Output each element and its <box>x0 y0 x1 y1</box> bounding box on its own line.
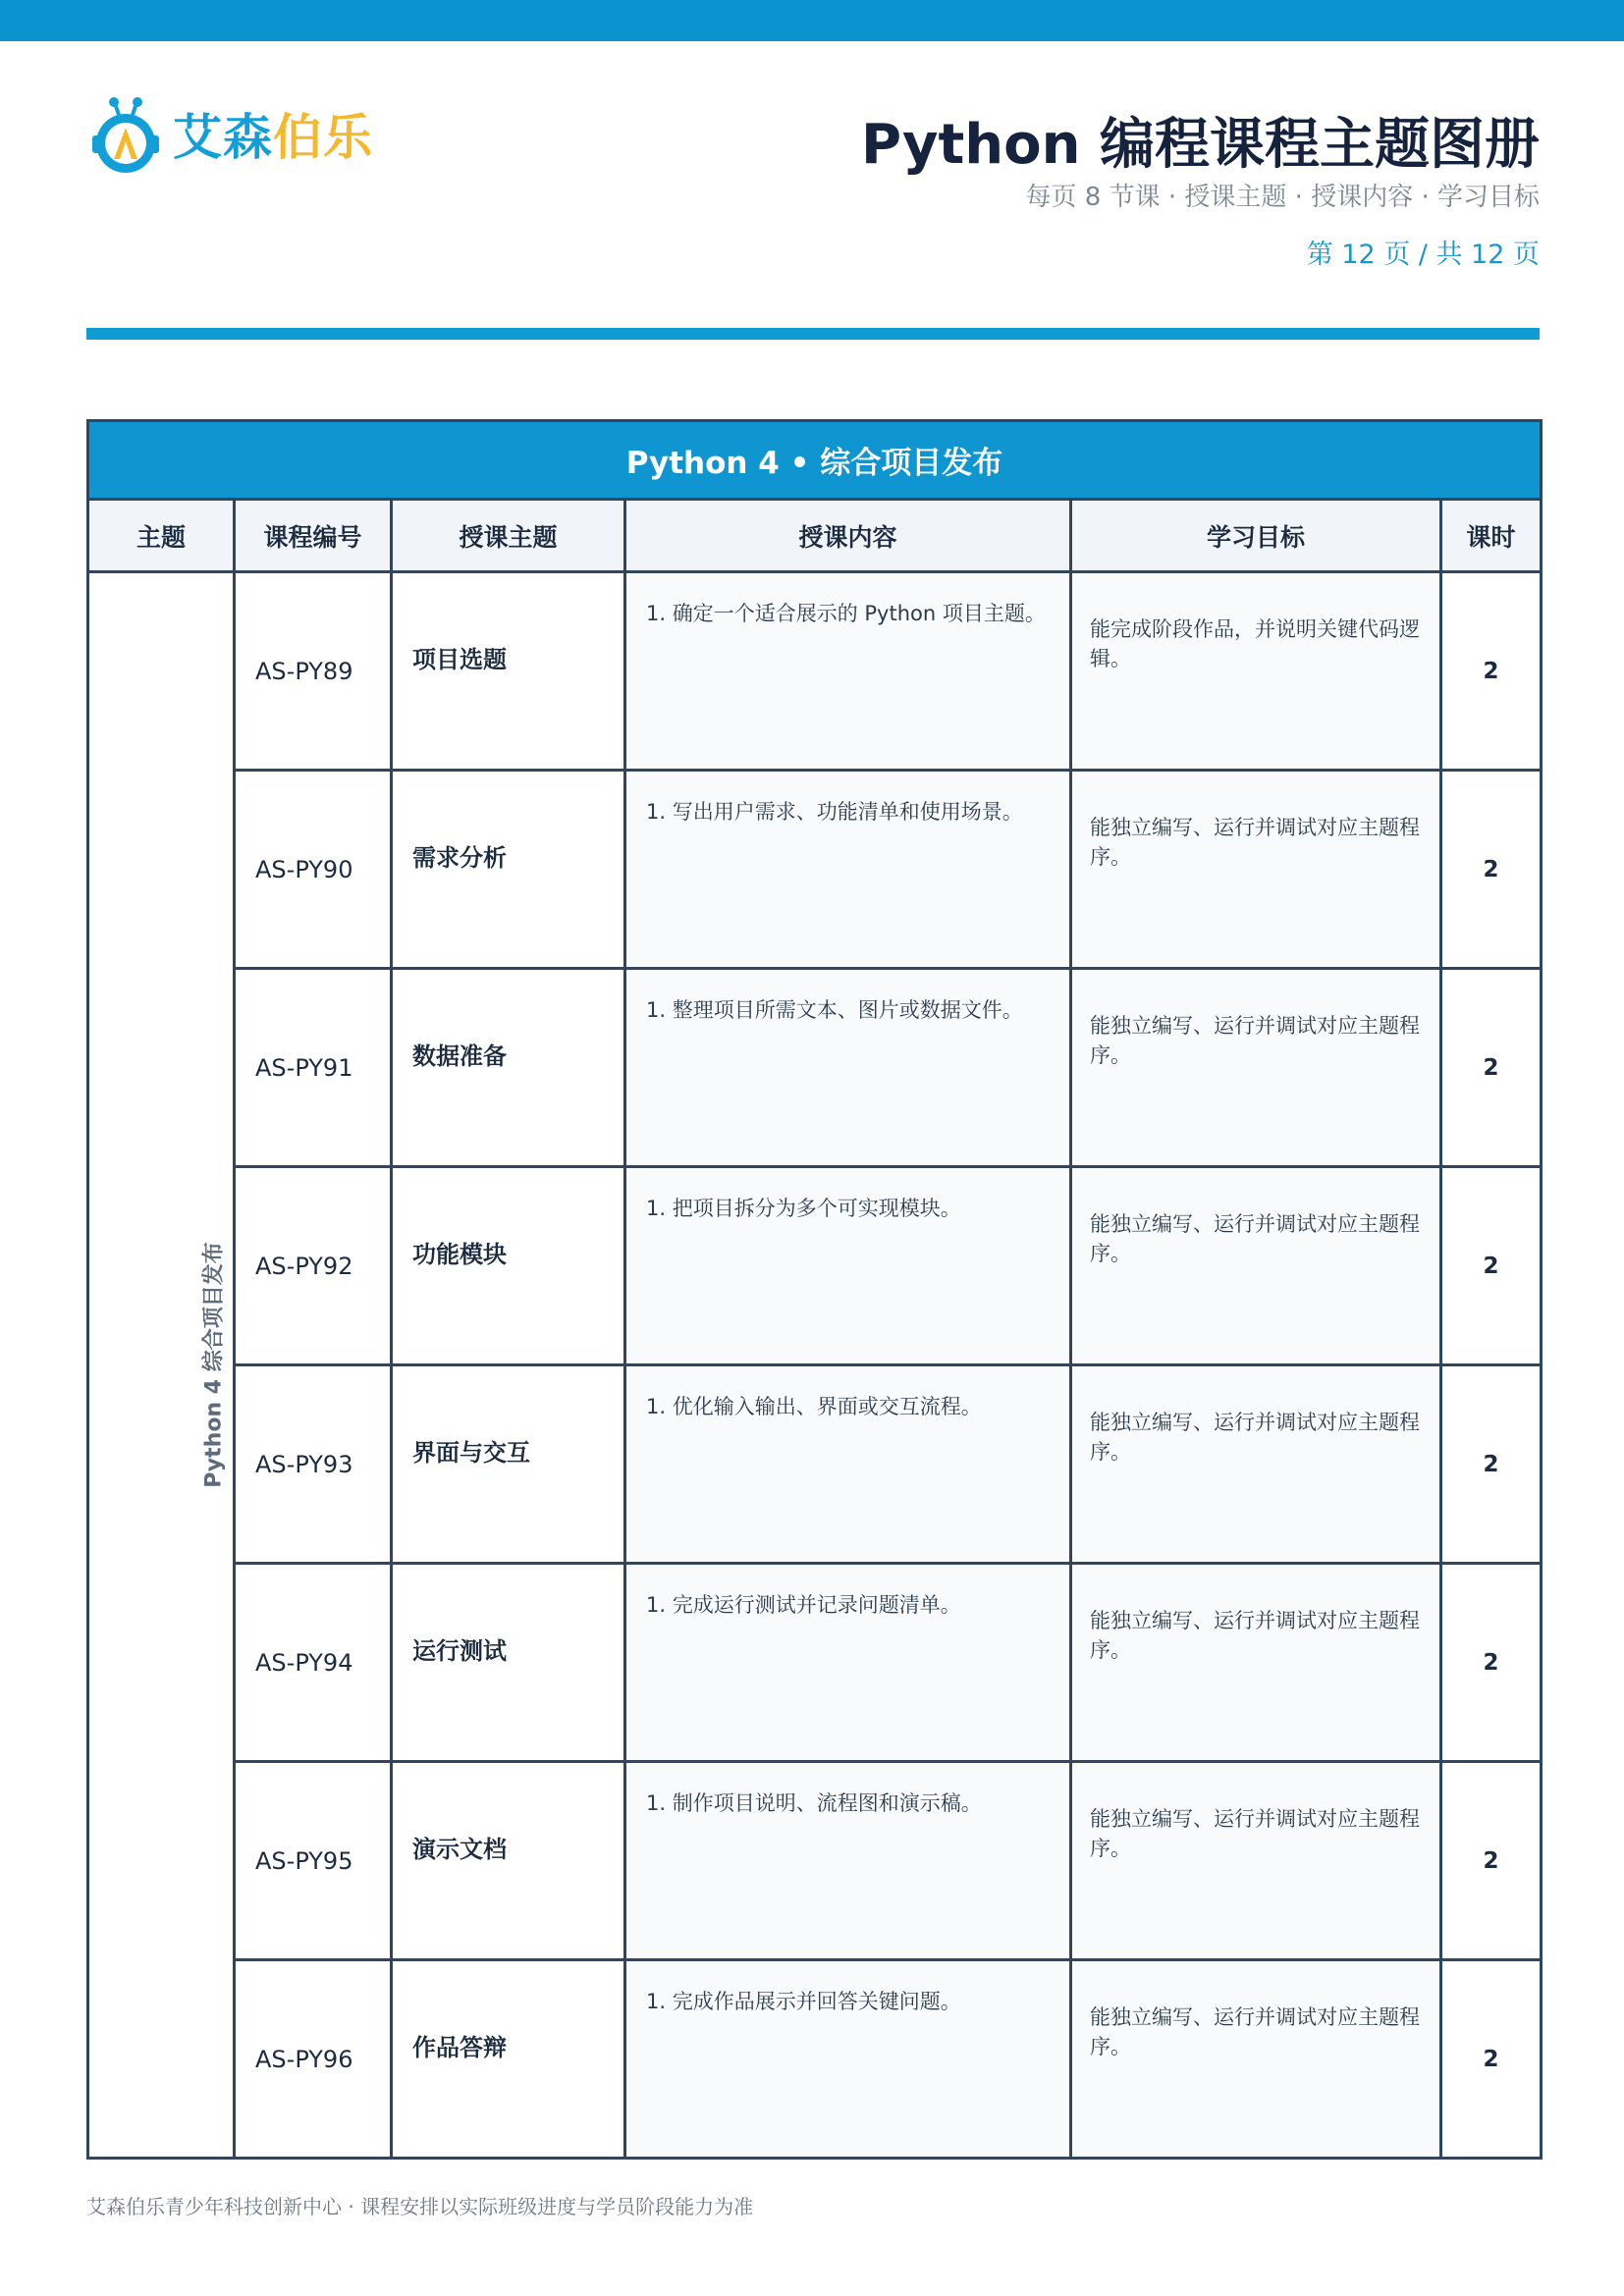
brand-logo <box>84 94 408 177</box>
learning-goal: 能独立编写、运行并调试对应主题程序。 <box>1071 1564 1441 1762</box>
course-hours: 2 <box>1441 1167 1542 1365</box>
header-divider <box>86 328 1540 340</box>
course-hours: 2 <box>1441 969 1542 1167</box>
course-code: AS-PY91 <box>235 969 392 1167</box>
column-header-theme: 主题 <box>88 500 235 572</box>
learning-goal: 能独立编写、运行并调试对应主题程序。 <box>1071 771 1441 969</box>
section-title: Python 4 • 综合项目发布 <box>88 421 1542 500</box>
course-topic-text: 项目选题 <box>412 646 507 673</box>
document-subtitle: 每页 8 节课 · 授课主题 · 授课内容 · 学习目标 <box>1025 183 1540 212</box>
footer-note: 艾森伯乐青少年科技创新中心 · 课程安排以实际班级进度与学员阶段能力为准 <box>86 2195 754 2218</box>
course-hours: 2 <box>1441 1564 1542 1762</box>
course-table-container <box>86 419 1540 2160</box>
column-header-content: 授课内容 <box>625 500 1071 572</box>
learning-goal: 能独立编写、运行并调试对应主题程序。 <box>1071 1167 1441 1365</box>
course-topic <box>392 1762 625 1960</box>
table-row <box>88 771 1542 969</box>
course-topic-text: 界面与交互 <box>412 1439 530 1467</box>
theme-label: Python 4 综合项目发布 <box>201 1242 227 1488</box>
table-row <box>88 1365 1542 1564</box>
course-content: 1. 完成运行测试并记录问题清单。 <box>625 1564 1071 1762</box>
course-hours: 2 <box>1441 572 1542 771</box>
course-topic-text: 运行测试 <box>412 1637 507 1665</box>
table-row <box>88 1960 1542 2159</box>
column-header-goal: 学习目标 <box>1071 500 1441 572</box>
course-content: 1. 完成作品展示并回答关键问题。 <box>625 1960 1071 2159</box>
course-code: AS-PY95 <box>235 1762 392 1960</box>
course-hours: 2 <box>1441 1762 1542 1960</box>
course-code: AS-PY90 <box>235 771 392 969</box>
brand-name-part1: 艾森 <box>173 109 273 166</box>
learning-goal: 能完成阶段作品，并说明关键代码逻辑。 <box>1071 572 1441 771</box>
learning-goal: 能独立编写、运行并调试对应主题程序。 <box>1071 1762 1441 1960</box>
table-row <box>88 1762 1542 1960</box>
course-topic <box>392 1960 625 2159</box>
course-content: 1. 确定一个适合展示的 Python 项目主题。 <box>625 572 1071 771</box>
column-header-topic: 授课主题 <box>392 500 625 572</box>
course-code: AS-PY96 <box>235 1960 392 2159</box>
course-topic <box>392 1365 625 1564</box>
theme-cell <box>88 572 235 2159</box>
course-hours: 2 <box>1441 771 1542 969</box>
course-topic-text: 需求分析 <box>412 844 507 872</box>
column-header-hours: 课时 <box>1441 500 1542 572</box>
course-content: 1. 优化输入输出、界面或交互流程。 <box>625 1365 1071 1564</box>
course-topic <box>392 1564 625 1762</box>
brand-name-part2: 伯乐 <box>273 109 373 166</box>
column-header-code: 课程编号 <box>235 500 392 572</box>
course-topic-text: 数据准备 <box>412 1042 507 1070</box>
course-code: AS-PY89 <box>235 572 392 771</box>
course-content: 1. 把项目拆分为多个可实现模块。 <box>625 1167 1071 1365</box>
course-code: AS-PY94 <box>235 1564 392 1762</box>
table-row <box>88 1564 1542 1762</box>
learning-goal: 能独立编写、运行并调试对应主题程序。 <box>1071 1365 1441 1564</box>
course-code: AS-PY93 <box>235 1365 392 1564</box>
brand-name <box>173 98 373 169</box>
document-header <box>656 110 1540 275</box>
course-hours: 2 <box>1441 1365 1542 1564</box>
course-content: 1. 制作项目说明、流程图和演示稿。 <box>625 1762 1071 1960</box>
course-topic <box>392 572 625 771</box>
table-row <box>88 969 1542 1167</box>
course-topic <box>392 1167 625 1365</box>
table-row <box>88 572 1542 771</box>
course-content: 1. 整理项目所需文本、图片或数据文件。 <box>625 969 1071 1167</box>
course-hours: 2 <box>1441 1960 1542 2159</box>
document-title: Python 编程课程主题图册 <box>860 113 1540 177</box>
course-topic <box>392 771 625 969</box>
course-table <box>86 419 1543 2160</box>
learning-goal: 能独立编写、运行并调试对应主题程序。 <box>1071 969 1441 1167</box>
course-topic-text: 功能模块 <box>412 1241 507 1268</box>
course-topic-text: 演示文档 <box>412 1836 507 1863</box>
top-color-band <box>0 0 1624 41</box>
learning-goal: 能独立编写、运行并调试对应主题程序。 <box>1071 1960 1441 2159</box>
course-topic <box>392 969 625 1167</box>
robot-head-logo-icon <box>84 94 167 177</box>
course-topic-text: 作品答辩 <box>412 2034 507 2061</box>
course-content: 1. 写出用户需求、功能清单和使用场景。 <box>625 771 1071 969</box>
table-row <box>88 1167 1542 1365</box>
course-code: AS-PY92 <box>235 1167 392 1365</box>
page-indicator: 第 12 页 / 共 12 页 <box>1306 240 1540 270</box>
